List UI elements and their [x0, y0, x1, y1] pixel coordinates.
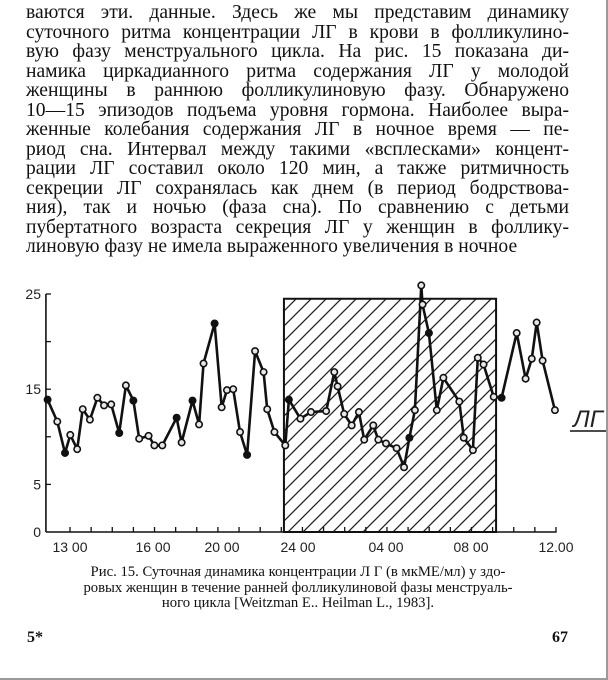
- data-point: [271, 429, 277, 435]
- data-point: [80, 406, 86, 412]
- data-point: [237, 429, 243, 435]
- data-point: [178, 439, 184, 445]
- data-point: [513, 330, 519, 336]
- data-point: [130, 397, 136, 403]
- data-point: [426, 330, 432, 336]
- data-point: [334, 383, 340, 389]
- sleep-band-layer: [284, 299, 496, 532]
- data-point: [323, 408, 329, 414]
- data-point: [419, 301, 425, 307]
- paragraph-line: пубертатного возраста секреция ЛГ у женщин в фоллику-: [26, 216, 569, 238]
- x-tick-label: 16 00: [135, 539, 171, 555]
- data-point: [552, 407, 558, 413]
- paragraph-line: ния), так и ночью (фаза сна). По сравнению с детьми: [26, 197, 569, 218]
- paragraph-line: намика циркадианного ритма содержания ЛГ у молодой: [26, 60, 569, 82]
- data-point: [196, 421, 202, 427]
- data-point: [200, 360, 206, 366]
- data-point: [533, 319, 539, 325]
- data-point: [218, 404, 224, 410]
- paragraph-line: линовую фазу не имела выраженного увеличения в ночное: [26, 236, 518, 257]
- body-paragraph: [26, 3, 569, 257]
- data-point: [383, 440, 389, 446]
- data-point: [331, 369, 337, 375]
- data-point: [406, 435, 412, 441]
- page-number: 67: [552, 629, 568, 646]
- x-tick-label: 04 00: [368, 539, 404, 555]
- data-point: [44, 396, 50, 402]
- data-point: [260, 369, 266, 375]
- data-point: [412, 407, 418, 413]
- data-point: [54, 418, 60, 424]
- data-point: [470, 447, 476, 453]
- data-point: [539, 357, 545, 363]
- data-point: [418, 282, 424, 288]
- data-point: [308, 409, 314, 415]
- data-point: [282, 442, 288, 448]
- data-point: [224, 387, 230, 393]
- paragraph-line: женщины в раннюю фолликулиновую фазу. Обнаружено: [26, 80, 569, 101]
- caption-line: ровых женщин в течение ранней фолликулиновой фазы менструаль-: [83, 579, 513, 596]
- data-point: [101, 402, 107, 408]
- data-point: [475, 355, 481, 361]
- x-tick-label: 20 00: [204, 539, 240, 555]
- data-point: [116, 430, 122, 436]
- data-point: [356, 409, 362, 415]
- data-point: [456, 398, 462, 404]
- data-point: [297, 416, 303, 422]
- paragraph-line: 10—15 эпизодов подъема уровня гормона. Наиболее выра-: [26, 99, 569, 121]
- data-point: [529, 356, 535, 362]
- paragraph-line: секреции ЛГ сохранялась как днем (в период бодрствова-: [26, 177, 569, 199]
- y-tick-label: 5: [33, 476, 41, 493]
- paragraph-line: ваются эти. данные. Здесь же мы представим динамику: [26, 2, 569, 23]
- data-point: [108, 401, 114, 407]
- paragraph-line: вую фазу менструального цикла. На рис. 15 показана ди-: [26, 41, 569, 62]
- paragraph-line: риод сна. Интервал между такими «всплесками» концент-: [26, 138, 569, 160]
- x-tick-label: 12.00: [538, 539, 574, 555]
- paragraph-line: женные колебания содержания ЛГ в ночное время — пе-: [26, 119, 569, 140]
- data-point: [393, 445, 399, 451]
- y-tick-label: 0: [33, 524, 41, 540]
- data-point: [264, 406, 270, 412]
- data-point: [498, 395, 504, 401]
- caption-line: Рис. 15. Суточная динамика концентрации Л Г (в мкМЕ/мл) у здо-: [90, 564, 506, 580]
- data-point: [370, 422, 376, 428]
- data-point: [244, 452, 250, 458]
- y-tick-label: 15: [25, 381, 41, 398]
- data-point: [67, 432, 73, 438]
- data-point: [62, 450, 68, 456]
- data-point: [189, 397, 195, 403]
- data-point: [286, 396, 292, 402]
- data-point: [136, 436, 142, 442]
- data-point: [434, 407, 440, 413]
- data-point: [211, 320, 217, 326]
- data-point: [87, 416, 93, 422]
- data-point: [361, 436, 367, 442]
- data-point: [522, 376, 528, 382]
- sleep-period-hatched-band: [284, 299, 496, 532]
- series-label: ЛГ: [573, 406, 603, 433]
- data-point: [151, 442, 157, 448]
- data-point: [159, 442, 165, 448]
- x-tick-label: 24 00: [280, 539, 316, 555]
- x-tick-label: 13 00: [52, 539, 88, 555]
- figure-15-lh-chart: [0, 280, 608, 580]
- data-point: [341, 411, 347, 417]
- data-point: [480, 361, 486, 367]
- y-tick-label: 25: [25, 286, 41, 302]
- data-point: [123, 382, 129, 388]
- paragraph-line: рации ЛГ составил около 120 мин, а также ритмичность: [26, 158, 569, 179]
- data-point: [94, 395, 100, 401]
- data-point: [401, 464, 407, 470]
- data-point: [173, 415, 179, 421]
- data-point: [252, 348, 258, 354]
- data-point: [348, 422, 354, 428]
- paragraph-line: суточного ритма концентрации ЛГ в крови в фолликулино-: [26, 21, 569, 43]
- data-point: [461, 435, 467, 441]
- data-point: [491, 394, 497, 400]
- x-tick-label: 08 00: [453, 539, 489, 555]
- signature-mark: 5*: [27, 629, 43, 646]
- data-point: [440, 375, 446, 381]
- data-point: [230, 386, 236, 392]
- figure-caption: [60, 565, 536, 612]
- data-point: [74, 446, 80, 452]
- data-point: [375, 436, 381, 442]
- caption-line: ного цикла [Weitzman E.. Heilman L., 1983].: [161, 595, 435, 611]
- data-point: [145, 433, 151, 439]
